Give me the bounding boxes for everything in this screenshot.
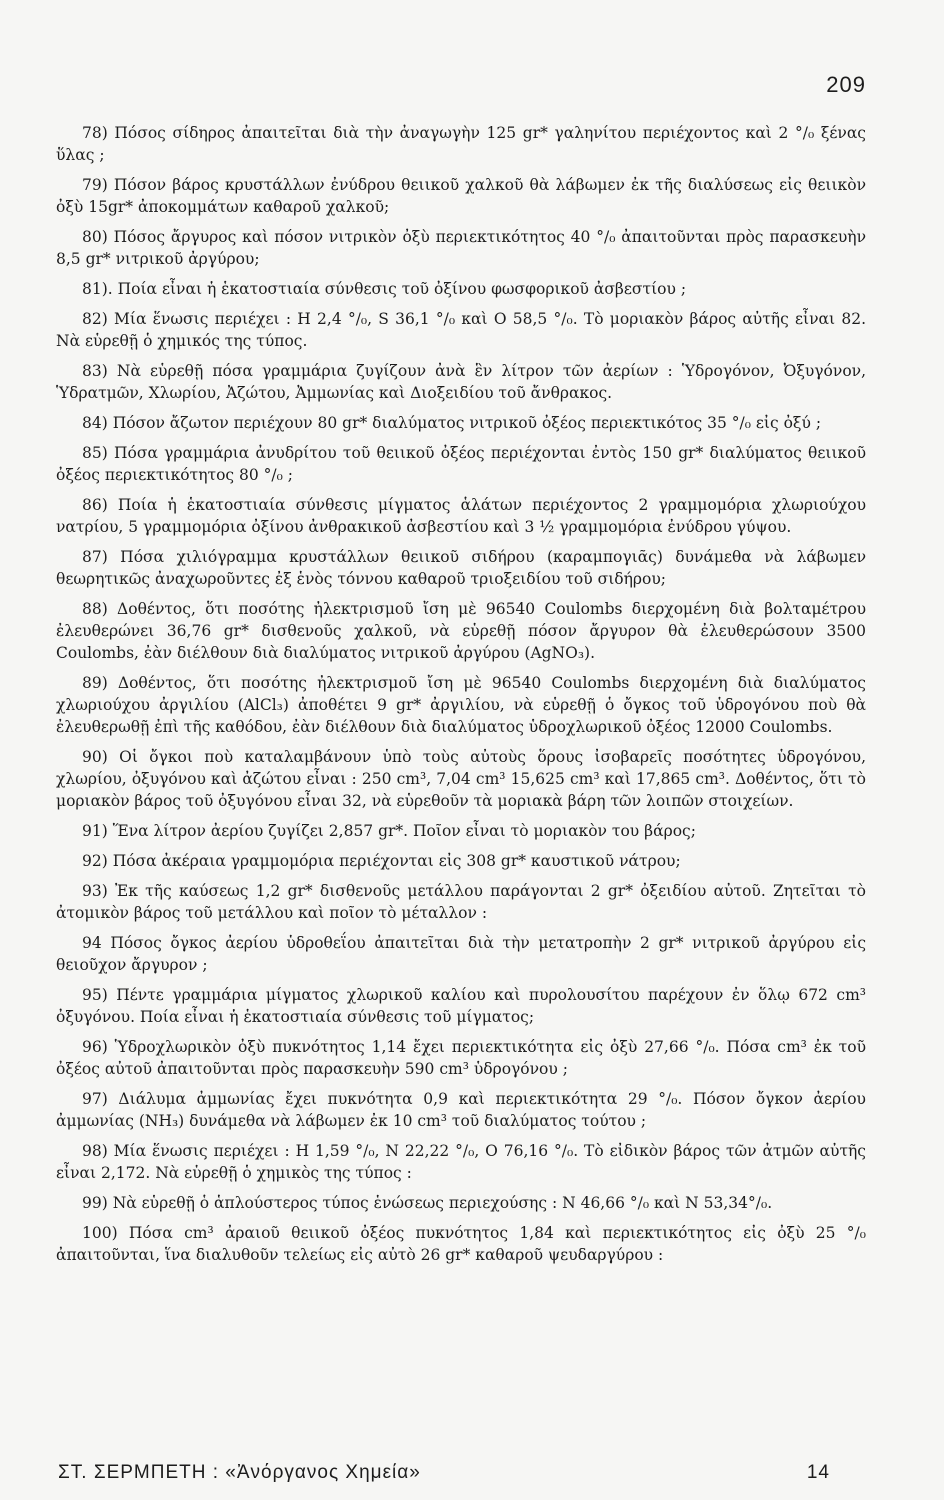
problem-100: 100) Πόσα cm³ ἀραιοῦ θειικοῦ ὀξέος πυκνότητος 1,84 καὶ περιεκτικότητος εἰς ὀξὺ 25 °/₀ ἀπαιτοῦνται, ἵνα διαλυθοῦν τελείως εἰς αὐτὸ 26 gr* καθαροῦ ψευδαργύρου :: [56, 1224, 866, 1264]
problem-79: 79) Πόσον βάρος κρυστάλλων ἐνύδρου θειικοῦ χαλκοῦ θὰ λάβωμεν ἐκ τῆς διαλύσεως εἰς θειικὸν ὀξὺ 15gr* ἀποκομμάτων καθαροῦ χαλκοῦ;: [56, 176, 866, 216]
footer-book-title: ΣΤ. ΣΕΡΜΠΕΤΗ : «Ἀνόργανος Χημεία»: [58, 1462, 421, 1483]
problem-93: 93) Ἐκ τῆς καύσεως 1,2 gr* δισθενοῦς μετάλλου παράγονται 2 gr* ὀξειδίου αὐτοῦ. Ζητεῖται τὸ ἀτομικὸν βάρος τοῦ μετάλλου καὶ ποῖον τὸ μέταλλον :: [56, 882, 866, 922]
problem-83: 83) Νὰ εὑρεθῇ πόσα γραμμάρια ζυγίζουν ἀνὰ ἓν λίτρον τῶν ἀερίων : Ὑδρογόνον, Ὀξυγόνον, Ὑδρατμῶν, Χλωρίου, Ἀζώτου, Ἀμμωνίας καὶ Διοξειδίου τοῦ ἄνθρακος.: [56, 362, 866, 402]
problem-88: 88) Δοθέντος, ὅτι ποσότης ἠλεκτρισμοῦ ἴση μὲ 96540 Coulombs διερχομένη διὰ βολταμέτρου ἐλευθερώνει 36,76 gr* δισθενοῦς χαλκοῦ, νὰ εὑρεθῇ πόσον ἄργυρον θὰ ἐλευθερώσουν 3500 Coulombs, ἐὰν διέλθουν διὰ διαλύματος νιτρικοῦ ἀργύρου (AgNO₃).: [56, 600, 866, 662]
page-footer: [58, 1462, 830, 1484]
problem-84: 84) Πόσον ἄζωτον περιέχουν 80 gr* διαλύματος νιτρικοῦ ὀξέος περιεκτικότος 35 °/₀ εἰς ὀξύ ;: [82, 414, 822, 432]
problem-80: 80) Πόσος ἄργυρος καὶ πόσον νιτρικὸν ὀξὺ περιεκτικότητος 40 °/₀ ἀπαιτοῦνται πρὸς παρασκευὴν 8,5 gr* νιτρικοῦ ἀργύρου;: [56, 228, 866, 268]
problem-99: 99) Νὰ εὑρεθῇ ὁ ἁπλούστερος τύπος ἑνώσεως περιεχούσης : N 46,66 °/₀ καὶ N 53,34°/₀.: [82, 1194, 773, 1212]
footer-signature-number: 14: [806, 1462, 830, 1483]
problem-82: 82) Μία ἕνωσις περιέχει : Η 2,4 °/₀, S 36,1 °/₀ καὶ Ο 58,5 °/₀. Τὸ μοριακὸν βάρος αὐτῆς εἶναι 82. Νὰ εὑρεθῇ ὁ χημικός της τύπος.: [56, 310, 866, 350]
problem-81: 81). Ποία εἶναι ἡ ἑκατοστιαία σύνθεσις τοῦ ὀξίνου φωσφορικοῦ ἀσβεστίου ;: [82, 280, 687, 298]
problem-86: 86) Ποία ἡ ἑκατοστιαία σύνθεσις μίγματος ἁλάτων περιέχοντος 2 γραμμομόρια χλωριούχου νατρίου, 5 γραμμομόρια ὀξίνου ἀνθρακικοῦ ἀσβεστίου καὶ 3 ½ γραμμομόρια ἐνύδρου γύψου.: [56, 496, 866, 536]
problem-list: [56, 122, 866, 1274]
problem-90: 90) Οἱ ὄγκοι ποὺ καταλαμβάνουν ὑπὸ τοὺς αὐτοὺς ὅρους ἰσοβαρεῖς ποσότητες ὑδρογόνου, χλωρίου, ὀξυγόνου καὶ ἀζώτου εἶναι : 250 cm³, 7,04 cm³ 15,625 cm³ καὶ 17,865 cm³. Δοθέντος, ὅτι τὸ μοριακὸν βάρος τοῦ ὀξυγόνου εἶναι 32, νὰ εὑρεθοῦν τὰ μοριακὰ βάρη τῶν λοιπῶν στοιχείων.: [56, 748, 866, 810]
problem-95: 95) Πέντε γραμμάρια μίγματος χλωρικοῦ καλίου καὶ πυρολουσίτου παρέχουν ἐν ὅλῳ 672 cm³ ὀξυγόνου. Ποία εἶναι ἡ ἑκατοστιαία σύνθεσις τοῦ μίγματος;: [56, 986, 866, 1026]
problem-94: 94 Πόσος ὄγκος ἀερίου ὑδροθεΐου ἀπαιτεῖται διὰ τὴν μετατροπὴν 2 gr* νιτρικοῦ ἀργύρου εἰς θειοῦχον ἄργυρον ;: [56, 934, 866, 974]
problem-91: 91) Ἕνα λίτρον ἀερίου ζυγίζει 2,857 gr*. Ποῖον εἶναι τὸ μοριακὸν του βάρος;: [82, 822, 696, 840]
problem-98: 98) Μία ἕνωσις περιέχει : Η 1,59 °/₀, N 22,22 °/₀, O 76,16 °/₀. Τὸ εἰδικὸν βάρος τῶν ἀτμῶν αὐτῆς εἶναι 2,172. Νὰ εὑρεθῇ ὁ χημικὸς της τύπος :: [56, 1142, 866, 1182]
problem-96: 96) Ὑδροχλωρικὸν ὀξὺ πυκνότητος 1,14 ἔχει περιεκτικότητα εἰς ὀξὺ 27,66 °/₀. Πόσα cm³ ἐκ τοῦ ὀξέος αὐτοῦ ἀπαιτοῦνται πρὸς παρασκευὴν 590 cm³ ὑδρογόνου ;: [56, 1038, 866, 1078]
problem-85: 85) Πόσα γραμμάρια ἀνυδρίτου τοῦ θειικοῦ ὀξέος περιέχονται ἐντὸς 150 gr* διαλύματος θειικοῦ ὀξέος περιεκτικότητος 80 °/₀ ;: [56, 444, 866, 484]
page-number: 209: [826, 72, 866, 97]
problem-89: 89) Δοθέντος, ὅτι ποσότης ἠλεκτρισμοῦ ἴση μὲ 96540 Coulombs διερχομένη διὰ διαλύματος χλωριούχου ἀργιλίου (AlCl₃) ἀποθέτει 9 gr* ἀργιλίου, νὰ εὑρεθῇ ὁ ὄγκος τοῦ ὑδρογόνου ποὺ θὰ ἐλευθερωθῇ ἐπὶ τῆς καθόδου, ἐὰν διέλθουν διὰ διαλύματος ὑδροχλωρικοῦ ὀξέος 12000 Coulombs.: [56, 674, 866, 736]
problem-78: 78) Πόσος σίδηρος ἀπαιτεῖται διὰ τὴν ἀναγωγὴν 125 gr* γαληνίτου περιέχοντος καὶ 2 °/₀ ξένας ὕλας ;: [56, 124, 866, 164]
problem-92: 92) Πόσα ἀκέραια γραμμομόρια περιέχονται εἰς 308 gr* καυστικοῦ νάτρου;: [82, 852, 681, 870]
problem-87: 87) Πόσα χιλιόγραμμα κρυστάλλων θειικοῦ σιδήρου (καραμπογιᾶς) δυνάμεθα νὰ λάβωμεν θεωρητικῶς ἀναχωροῦντες ἐξ ἑνὸς τόννου καθαροῦ τριοξειδίου τοῦ σιδήρου;: [56, 548, 866, 588]
problem-97: 97) Διάλυμα ἀμμωνίας ἔχει πυκνότητα 0,9 καὶ περιεκτικότητα 29 °/₀. Πόσον ὄγκον ἀερίου ἀμμωνίας (NH₃) δυνάμεθα νὰ λάβωμεν ἐκ 10 cm³ τοῦ διαλύματος τούτου ;: [56, 1090, 866, 1130]
